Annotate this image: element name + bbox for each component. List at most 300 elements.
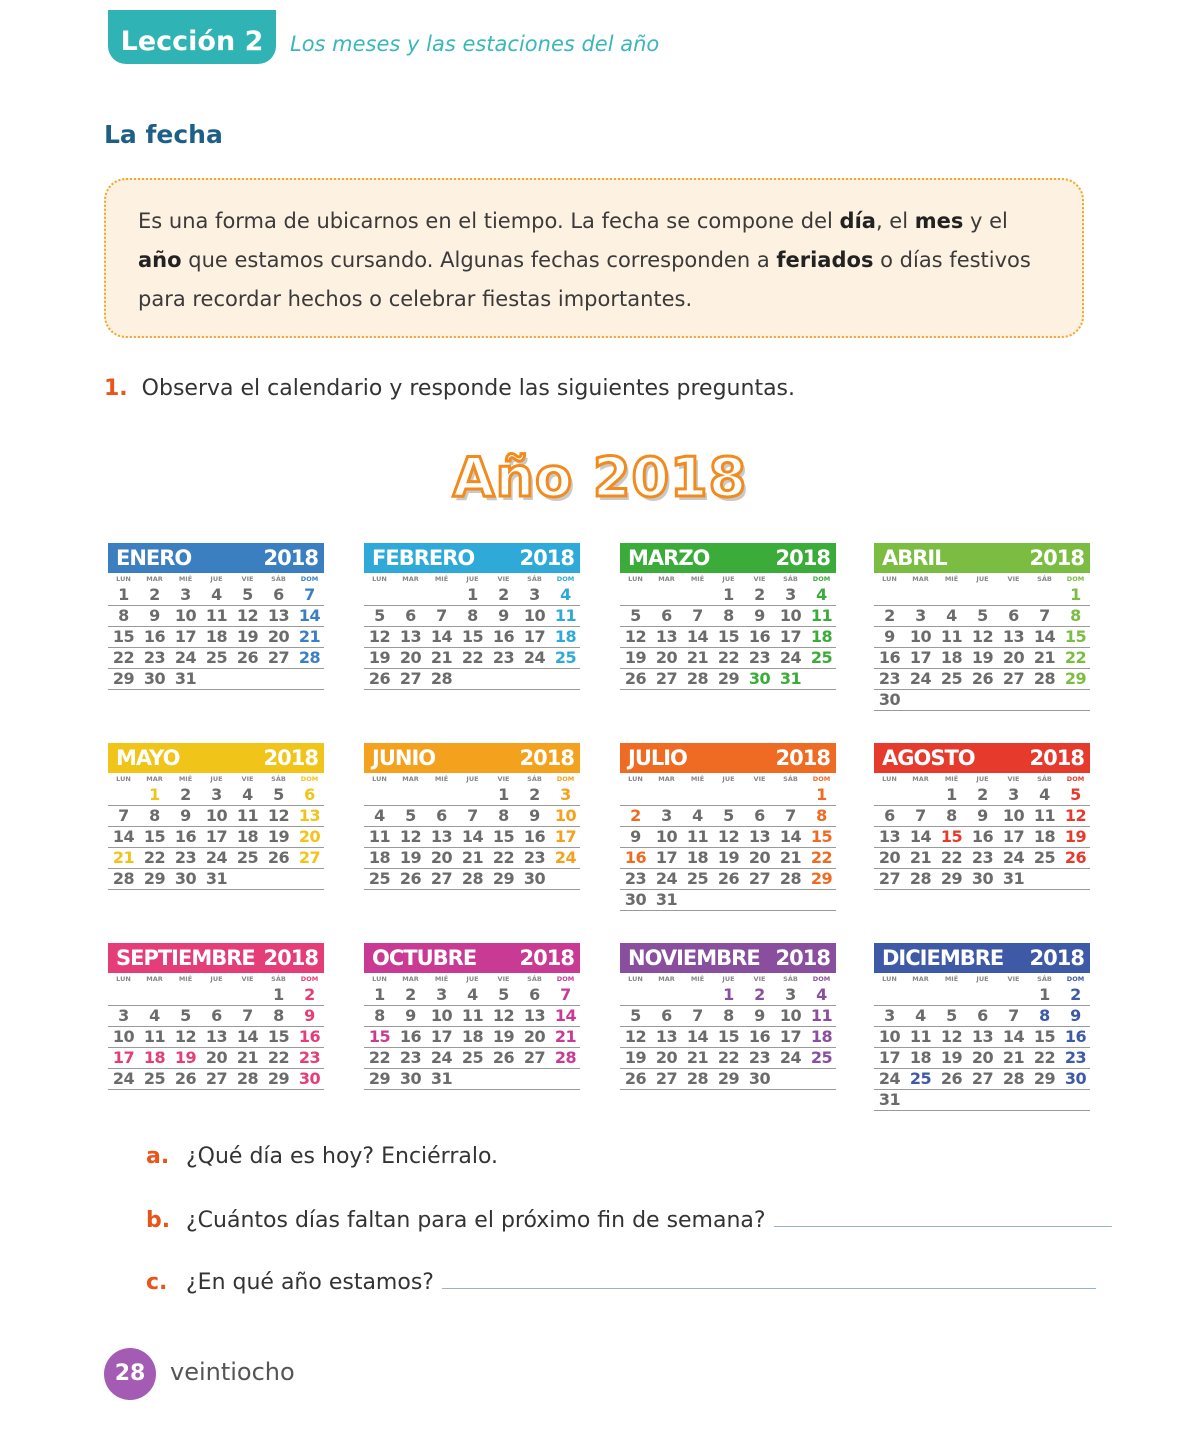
- day-cell[interactable]: 17: [112, 1048, 135, 1067]
- day-cell[interactable]: 3: [785, 985, 796, 1004]
- day-cell[interactable]: 30: [523, 869, 546, 888]
- day-cell[interactable]: 17: [174, 627, 197, 646]
- day-cell[interactable]: 10: [779, 1006, 802, 1025]
- day-cell[interactable]: 24: [112, 1069, 135, 1088]
- day-cell[interactable]: 28: [909, 869, 932, 888]
- day-cell[interactable]: 29: [267, 1069, 290, 1088]
- day-cell[interactable]: 4: [211, 585, 222, 604]
- day-cell[interactable]: 4: [816, 585, 827, 604]
- day-cell[interactable]: 11: [236, 806, 259, 825]
- day-cell[interactable]: 17: [655, 848, 678, 867]
- day-cell[interactable]: 19: [624, 1048, 647, 1067]
- day-cell[interactable]: 2: [498, 585, 509, 604]
- day-cell[interactable]: 31: [878, 1090, 901, 1109]
- day-cell[interactable]: 13: [267, 606, 290, 625]
- day-cell[interactable]: 30: [971, 869, 994, 888]
- day-cell[interactable]: 19: [971, 648, 994, 667]
- day-cell[interactable]: 16: [1064, 1027, 1087, 1046]
- day-cell[interactable]: 20: [399, 648, 422, 667]
- day-cell[interactable]: 12: [624, 627, 647, 646]
- day-cell[interactable]: 22: [112, 648, 135, 667]
- day-cell[interactable]: 12: [174, 1027, 197, 1046]
- day-cell[interactable]: 16: [492, 627, 515, 646]
- day-cell[interactable]: 28: [1033, 669, 1056, 688]
- day-cell[interactable]: 9: [977, 806, 988, 825]
- day-cell[interactable]: 5: [946, 1006, 957, 1025]
- day-cell[interactable]: 12: [940, 1027, 963, 1046]
- day-cell[interactable]: 30: [174, 869, 197, 888]
- day-cell[interactable]: 23: [748, 1048, 771, 1067]
- day-cell[interactable]: 29: [810, 869, 833, 888]
- day-cell[interactable]: 25: [810, 1048, 833, 1067]
- day-cell[interactable]: 31: [655, 890, 678, 909]
- day-cell[interactable]: 19: [1064, 827, 1087, 846]
- day-cell[interactable]: 10: [878, 1027, 901, 1046]
- day-cell[interactable]: 13: [971, 1027, 994, 1046]
- day-cell[interactable]: 18: [940, 648, 963, 667]
- day-cell[interactable]: 27: [655, 669, 678, 688]
- day-cell[interactable]: 28: [686, 1069, 709, 1088]
- day-cell[interactable]: 4: [816, 985, 827, 1004]
- day-cell[interactable]: 14: [686, 627, 709, 646]
- day-cell[interactable]: 29: [1064, 669, 1087, 688]
- day-cell[interactable]: 31: [779, 669, 802, 688]
- day-cell[interactable]: 4: [692, 806, 703, 825]
- day-cell[interactable]: 23: [878, 669, 901, 688]
- day-cell[interactable]: 19: [492, 1027, 515, 1046]
- day-cell[interactable]: 10: [909, 627, 932, 646]
- day-cell[interactable]: 20: [878, 848, 901, 867]
- day-cell[interactable]: 13: [430, 827, 453, 846]
- day-cell[interactable]: 11: [1033, 806, 1056, 825]
- day-cell[interactable]: 20: [430, 848, 453, 867]
- day-cell[interactable]: 20: [267, 627, 290, 646]
- day-cell[interactable]: 16: [748, 627, 771, 646]
- day-cell[interactable]: 17: [523, 627, 546, 646]
- day-cell[interactable]: 12: [971, 627, 994, 646]
- day-cell[interactable]: 5: [1070, 785, 1081, 804]
- day-cell[interactable]: 15: [1064, 627, 1087, 646]
- day-cell[interactable]: 25: [554, 648, 577, 667]
- day-cell[interactable]: 4: [915, 1006, 926, 1025]
- day-cell[interactable]: 2: [754, 985, 765, 1004]
- day-cell[interactable]: 17: [909, 648, 932, 667]
- day-cell[interactable]: 20: [523, 1027, 546, 1046]
- day-cell[interactable]: 27: [267, 648, 290, 667]
- day-cell[interactable]: 5: [630, 1006, 641, 1025]
- day-cell[interactable]: 20: [971, 1048, 994, 1067]
- day-cell[interactable]: 19: [368, 648, 391, 667]
- day-cell[interactable]: 29: [940, 869, 963, 888]
- day-cell[interactable]: 2: [884, 606, 895, 625]
- answer-line[interactable]: [442, 1266, 1096, 1289]
- day-cell[interactable]: 27: [655, 1069, 678, 1088]
- day-cell[interactable]: 2: [754, 585, 765, 604]
- day-cell[interactable]: 16: [399, 1027, 422, 1046]
- day-cell[interactable]: 7: [915, 806, 926, 825]
- day-cell[interactable]: 28: [236, 1069, 259, 1088]
- day-cell[interactable]: 30: [748, 1069, 771, 1088]
- day-cell[interactable]: 20: [748, 848, 771, 867]
- day-cell[interactable]: 9: [529, 806, 540, 825]
- day-cell[interactable]: 24: [430, 1048, 453, 1067]
- day-cell[interactable]: 1: [723, 985, 734, 1004]
- day-cell[interactable]: 3: [915, 606, 926, 625]
- day-cell[interactable]: 7: [467, 806, 478, 825]
- day-cell[interactable]: 29: [717, 669, 740, 688]
- day-cell[interactable]: 28: [430, 669, 453, 688]
- day-cell[interactable]: 26: [267, 848, 290, 867]
- day-cell[interactable]: 4: [374, 806, 385, 825]
- day-cell[interactable]: 21: [430, 648, 453, 667]
- day-cell[interactable]: 10: [430, 1006, 453, 1025]
- day-cell[interactable]: 7: [785, 806, 796, 825]
- day-cell[interactable]: 18: [1033, 827, 1056, 846]
- day-cell[interactable]: 27: [748, 869, 771, 888]
- day-cell[interactable]: 3: [211, 785, 222, 804]
- day-cell[interactable]: 19: [717, 848, 740, 867]
- day-cell[interactable]: 4: [1039, 785, 1050, 804]
- day-cell[interactable]: 14: [554, 1006, 577, 1025]
- day-cell[interactable]: 24: [554, 848, 577, 867]
- day-cell[interactable]: 18: [810, 627, 833, 646]
- day-cell[interactable]: 22: [461, 648, 484, 667]
- day-cell[interactable]: 22: [1033, 1048, 1056, 1067]
- day-cell[interactable]: 2: [529, 785, 540, 804]
- day-cell[interactable]: 20: [298, 827, 321, 846]
- day-cell[interactable]: 25: [686, 869, 709, 888]
- day-cell[interactable]: 19: [236, 627, 259, 646]
- day-cell[interactable]: 17: [779, 1027, 802, 1046]
- day-cell[interactable]: 12: [717, 827, 740, 846]
- day-cell[interactable]: 26: [174, 1069, 197, 1088]
- day-cell[interactable]: 27: [971, 1069, 994, 1088]
- day-cell[interactable]: 17: [554, 827, 577, 846]
- day-cell[interactable]: 23: [1064, 1048, 1087, 1067]
- day-cell[interactable]: 26: [1064, 848, 1087, 867]
- day-cell[interactable]: 11: [554, 606, 577, 625]
- day-cell[interactable]: 14: [909, 827, 932, 846]
- day-cell[interactable]: 16: [748, 1027, 771, 1046]
- day-cell[interactable]: 15: [940, 827, 963, 846]
- day-cell[interactable]: 29: [112, 669, 135, 688]
- day-cell[interactable]: 7: [1039, 606, 1050, 625]
- day-cell[interactable]: 14: [461, 827, 484, 846]
- day-cell[interactable]: 9: [180, 806, 191, 825]
- day-cell[interactable]: 26: [971, 669, 994, 688]
- day-cell[interactable]: 22: [717, 1048, 740, 1067]
- day-cell[interactable]: 12: [368, 627, 391, 646]
- day-cell[interactable]: 17: [205, 827, 228, 846]
- day-cell[interactable]: 27: [878, 869, 901, 888]
- day-cell[interactable]: 11: [205, 606, 228, 625]
- day-cell[interactable]: 10: [779, 606, 802, 625]
- day-cell[interactable]: 29: [492, 869, 515, 888]
- day-cell[interactable]: 7: [304, 585, 315, 604]
- day-cell[interactable]: 5: [630, 606, 641, 625]
- day-cell[interactable]: 8: [149, 806, 160, 825]
- day-cell[interactable]: 13: [655, 1027, 678, 1046]
- day-cell[interactable]: 8: [498, 806, 509, 825]
- day-cell[interactable]: 9: [884, 627, 895, 646]
- day-cell[interactable]: 2: [149, 585, 160, 604]
- day-cell[interactable]: 8: [374, 1006, 385, 1025]
- day-cell[interactable]: 26: [624, 669, 647, 688]
- day-cell[interactable]: 15: [267, 1027, 290, 1046]
- day-cell[interactable]: 20: [205, 1048, 228, 1067]
- day-cell[interactable]: 6: [977, 1006, 988, 1025]
- day-cell[interactable]: 6: [754, 806, 765, 825]
- day-cell[interactable]: 7: [692, 606, 703, 625]
- day-cell[interactable]: 21: [236, 1048, 259, 1067]
- day-cell[interactable]: 25: [909, 1069, 932, 1088]
- day-cell[interactable]: 10: [554, 806, 577, 825]
- day-cell[interactable]: 15: [1033, 1027, 1056, 1046]
- day-cell[interactable]: 14: [112, 827, 135, 846]
- day-cell[interactable]: 3: [529, 585, 540, 604]
- day-cell[interactable]: 11: [940, 627, 963, 646]
- day-cell[interactable]: 1: [1039, 985, 1050, 1004]
- day-cell[interactable]: 12: [267, 806, 290, 825]
- day-cell[interactable]: 23: [298, 1048, 321, 1067]
- day-cell[interactable]: 28: [112, 869, 135, 888]
- day-cell[interactable]: 15: [717, 627, 740, 646]
- day-cell[interactable]: 14: [430, 627, 453, 646]
- day-cell[interactable]: 16: [298, 1027, 321, 1046]
- day-cell[interactable]: 13: [748, 827, 771, 846]
- day-cell[interactable]: 10: [1002, 806, 1025, 825]
- day-cell[interactable]: 8: [816, 806, 827, 825]
- day-cell[interactable]: 28: [298, 648, 321, 667]
- day-cell[interactable]: 25: [205, 648, 228, 667]
- day-cell[interactable]: 30: [748, 669, 771, 688]
- day-cell[interactable]: 17: [430, 1027, 453, 1046]
- day-cell[interactable]: 6: [211, 1006, 222, 1025]
- day-cell[interactable]: 11: [810, 1006, 833, 1025]
- day-cell[interactable]: 7: [436, 606, 447, 625]
- day-cell[interactable]: 26: [717, 869, 740, 888]
- day-cell[interactable]: 5: [374, 606, 385, 625]
- day-cell[interactable]: 16: [878, 648, 901, 667]
- day-cell[interactable]: 8: [723, 1006, 734, 1025]
- day-cell[interactable]: 9: [304, 1006, 315, 1025]
- day-cell[interactable]: 2: [304, 985, 315, 1004]
- day-cell[interactable]: 21: [1002, 1048, 1025, 1067]
- day-cell[interactable]: 17: [779, 627, 802, 646]
- day-cell[interactable]: 25: [940, 669, 963, 688]
- day-cell[interactable]: 13: [1002, 627, 1025, 646]
- day-cell[interactable]: 6: [436, 806, 447, 825]
- day-cell[interactable]: 4: [149, 1006, 160, 1025]
- day-cell[interactable]: 11: [810, 606, 833, 625]
- day-cell[interactable]: 5: [405, 806, 416, 825]
- day-cell[interactable]: 3: [661, 806, 672, 825]
- day-cell[interactable]: 25: [236, 848, 259, 867]
- day-cell[interactable]: 28: [686, 669, 709, 688]
- day-cell[interactable]: 23: [624, 869, 647, 888]
- day-cell[interactable]: 14: [686, 1027, 709, 1046]
- day-cell[interactable]: 8: [723, 606, 734, 625]
- day-cell[interactable]: 9: [498, 606, 509, 625]
- day-cell[interactable]: 1: [1070, 585, 1081, 604]
- day-cell[interactable]: 6: [529, 985, 540, 1004]
- day-cell[interactable]: 20: [655, 648, 678, 667]
- day-cell[interactable]: 5: [242, 585, 253, 604]
- day-cell[interactable]: 16: [143, 627, 166, 646]
- day-cell[interactable]: 15: [810, 827, 833, 846]
- day-cell[interactable]: 26: [940, 1069, 963, 1088]
- day-cell[interactable]: 3: [560, 785, 571, 804]
- day-cell[interactable]: 18: [686, 848, 709, 867]
- day-cell[interactable]: 15: [112, 627, 135, 646]
- day-cell[interactable]: 15: [461, 627, 484, 646]
- day-cell[interactable]: 10: [523, 606, 546, 625]
- day-cell[interactable]: 3: [436, 985, 447, 1004]
- day-cell[interactable]: 17: [878, 1048, 901, 1067]
- day-cell[interactable]: 16: [971, 827, 994, 846]
- day-cell[interactable]: 15: [492, 827, 515, 846]
- day-cell[interactable]: 18: [205, 627, 228, 646]
- day-cell[interactable]: 14: [1002, 1027, 1025, 1046]
- day-cell[interactable]: 31: [1002, 869, 1025, 888]
- day-cell[interactable]: 25: [1033, 848, 1056, 867]
- day-cell[interactable]: 17: [1002, 827, 1025, 846]
- day-cell[interactable]: 12: [624, 1027, 647, 1046]
- day-cell[interactable]: 12: [236, 606, 259, 625]
- day-cell[interactable]: 19: [267, 827, 290, 846]
- day-cell[interactable]: 2: [180, 785, 191, 804]
- day-cell[interactable]: 24: [1002, 848, 1025, 867]
- day-cell[interactable]: 12: [492, 1006, 515, 1025]
- day-cell[interactable]: 21: [686, 648, 709, 667]
- day-cell[interactable]: 8: [467, 606, 478, 625]
- day-cell[interactable]: 5: [180, 1006, 191, 1025]
- day-cell[interactable]: 31: [174, 669, 197, 688]
- day-cell[interactable]: 22: [143, 848, 166, 867]
- day-cell[interactable]: 4: [946, 606, 957, 625]
- day-cell[interactable]: 21: [112, 848, 135, 867]
- day-cell[interactable]: 22: [492, 848, 515, 867]
- day-cell[interactable]: 29: [368, 1069, 391, 1088]
- day-cell[interactable]: 13: [523, 1006, 546, 1025]
- day-cell[interactable]: 18: [909, 1048, 932, 1067]
- day-cell[interactable]: 30: [399, 1069, 422, 1088]
- day-cell[interactable]: 23: [523, 848, 546, 867]
- day-cell[interactable]: 10: [112, 1027, 135, 1046]
- day-cell[interactable]: 9: [754, 606, 765, 625]
- day-cell[interactable]: 16: [523, 827, 546, 846]
- day-cell[interactable]: 16: [174, 827, 197, 846]
- day-cell[interactable]: 2: [405, 985, 416, 1004]
- day-cell[interactable]: 11: [368, 827, 391, 846]
- day-cell[interactable]: 14: [779, 827, 802, 846]
- day-cell[interactable]: 23: [399, 1048, 422, 1067]
- day-cell[interactable]: 25: [810, 648, 833, 667]
- day-cell[interactable]: 27: [399, 669, 422, 688]
- day-cell[interactable]: 6: [304, 785, 315, 804]
- day-cell[interactable]: 24: [174, 648, 197, 667]
- day-cell[interactable]: 21: [779, 848, 802, 867]
- day-cell[interactable]: 20: [1002, 648, 1025, 667]
- day-cell[interactable]: 15: [717, 1027, 740, 1046]
- day-cell[interactable]: 1: [467, 585, 478, 604]
- day-cell[interactable]: 27: [523, 1048, 546, 1067]
- day-cell[interactable]: 25: [143, 1069, 166, 1088]
- day-cell[interactable]: 28: [554, 1048, 577, 1067]
- day-cell[interactable]: 1: [498, 785, 509, 804]
- day-cell[interactable]: 30: [143, 669, 166, 688]
- day-cell[interactable]: 1: [946, 785, 957, 804]
- day-cell[interactable]: 26: [492, 1048, 515, 1067]
- day-cell[interactable]: 15: [143, 827, 166, 846]
- day-cell[interactable]: 2: [1070, 985, 1081, 1004]
- day-cell[interactable]: 6: [884, 806, 895, 825]
- day-cell[interactable]: 30: [624, 890, 647, 909]
- day-cell[interactable]: 22: [940, 848, 963, 867]
- day-cell[interactable]: 4: [560, 585, 571, 604]
- day-cell[interactable]: 13: [399, 627, 422, 646]
- day-cell[interactable]: 25: [368, 869, 391, 888]
- day-cell[interactable]: 16: [624, 848, 647, 867]
- day-cell[interactable]: 24: [878, 1069, 901, 1088]
- day-cell[interactable]: 19: [174, 1048, 197, 1067]
- day-cell[interactable]: 13: [205, 1027, 228, 1046]
- day-cell[interactable]: 21: [1033, 648, 1056, 667]
- day-cell[interactable]: 14: [1033, 627, 1056, 646]
- day-cell[interactable]: 22: [717, 648, 740, 667]
- day-cell[interactable]: 27: [430, 869, 453, 888]
- day-cell[interactable]: 29: [717, 1069, 740, 1088]
- day-cell[interactable]: 24: [779, 1048, 802, 1067]
- day-cell[interactable]: 14: [298, 606, 321, 625]
- day-cell[interactable]: 10: [655, 827, 678, 846]
- day-cell[interactable]: 9: [405, 1006, 416, 1025]
- day-cell[interactable]: 3: [1008, 785, 1019, 804]
- day-cell[interactable]: 10: [205, 806, 228, 825]
- day-cell[interactable]: 19: [940, 1048, 963, 1067]
- day-cell[interactable]: 6: [661, 1006, 672, 1025]
- day-cell[interactable]: 21: [461, 848, 484, 867]
- day-cell[interactable]: 9: [149, 606, 160, 625]
- day-cell[interactable]: 13: [298, 806, 321, 825]
- day-cell[interactable]: 6: [405, 606, 416, 625]
- day-cell[interactable]: 18: [368, 848, 391, 867]
- day-cell[interactable]: 14: [236, 1027, 259, 1046]
- day-cell[interactable]: 5: [498, 985, 509, 1004]
- day-cell[interactable]: 30: [878, 690, 901, 709]
- day-cell[interactable]: 29: [1033, 1069, 1056, 1088]
- day-cell[interactable]: 3: [180, 585, 191, 604]
- day-cell[interactable]: 22: [1064, 648, 1087, 667]
- day-cell[interactable]: 21: [554, 1027, 577, 1046]
- day-cell[interactable]: 6: [1008, 606, 1019, 625]
- day-cell[interactable]: 9: [1070, 1006, 1081, 1025]
- day-cell[interactable]: 10: [174, 606, 197, 625]
- day-cell[interactable]: 7: [242, 1006, 253, 1025]
- day-cell[interactable]: 7: [560, 985, 571, 1004]
- day-cell[interactable]: 21: [909, 848, 932, 867]
- day-cell[interactable]: 12: [399, 827, 422, 846]
- day-cell[interactable]: 31: [205, 869, 228, 888]
- day-cell[interactable]: 28: [779, 869, 802, 888]
- day-cell[interactable]: 26: [399, 869, 422, 888]
- day-cell[interactable]: 24: [909, 669, 932, 688]
- day-cell[interactable]: 7: [692, 1006, 703, 1025]
- day-cell[interactable]: 7: [1008, 1006, 1019, 1025]
- day-cell[interactable]: 25: [461, 1048, 484, 1067]
- day-cell[interactable]: 6: [273, 585, 284, 604]
- day-cell[interactable]: 21: [298, 627, 321, 646]
